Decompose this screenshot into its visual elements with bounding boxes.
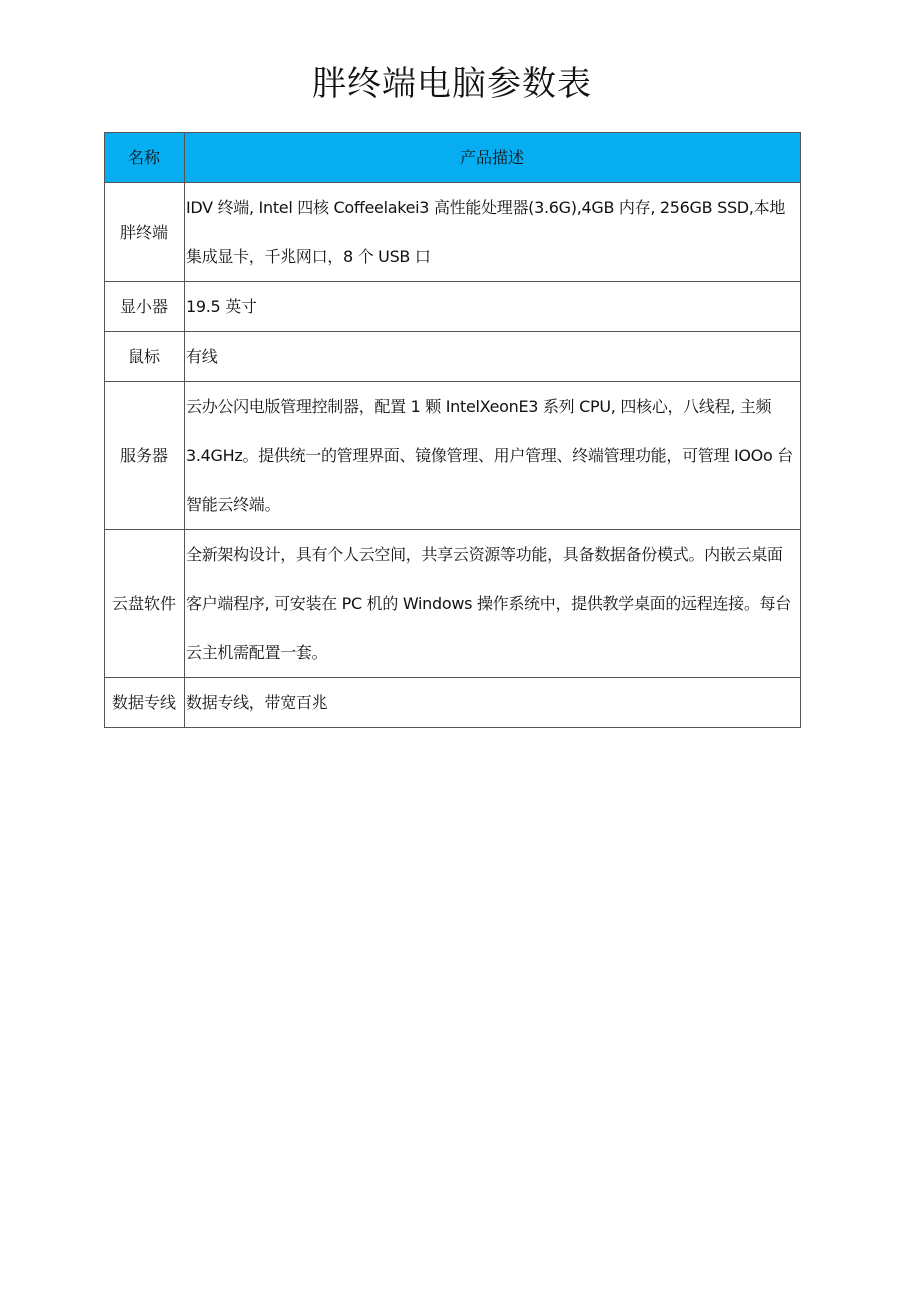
row-name: 鼠标 xyxy=(105,332,185,382)
header-name: 名称 xyxy=(105,133,185,183)
row-name: 数据专线 xyxy=(105,678,185,728)
table-row xyxy=(105,530,801,678)
row-description: 云办公闪电版管理控制器，配置 1 颗 IntelXeonE3 系列 CPU, 四核心，八线程, 主频 3.4GHz。提供统一的管理界面、镜像管理、用户管理、终端管理功能，可管理 IOOo 台智能云终端。 xyxy=(185,382,801,530)
table-row xyxy=(105,282,801,332)
table-row xyxy=(105,332,801,382)
row-description: IDV 终端, Intel 四核 Coffeelakei3 高性能处理器(3.6G),4GB 内存, 256GB SSD,本地集成显卡，千兆网口，8 个 USB 口 xyxy=(185,183,801,282)
row-name: 服务器 xyxy=(105,382,185,530)
row-name: 显小器 xyxy=(105,282,185,332)
spec-table xyxy=(104,132,801,728)
row-description: 数据专线，带宽百兆 xyxy=(185,678,801,728)
table-header-row xyxy=(105,133,801,183)
table-row xyxy=(105,678,801,728)
document-title: 胖终端电脑参数表 xyxy=(312,64,592,104)
row-name: 胖终端 xyxy=(105,183,185,282)
row-name: 云盘软件 xyxy=(105,530,185,678)
row-description: 全新架构设计，具有个人云空间，共享云资源等功能，具备数据备份模式。内嵌云桌面客户端程序, 可安装在 PC 机的 Windows 操作系统中，提供教学桌面的远程连接。每台云主机需配置一套。 xyxy=(185,530,801,678)
row-description: 有线 xyxy=(185,332,801,382)
table-row xyxy=(105,183,801,282)
header-description: 产品描述 xyxy=(185,133,801,183)
row-description: 19.5 英寸 xyxy=(185,282,801,332)
table-row xyxy=(105,382,801,530)
